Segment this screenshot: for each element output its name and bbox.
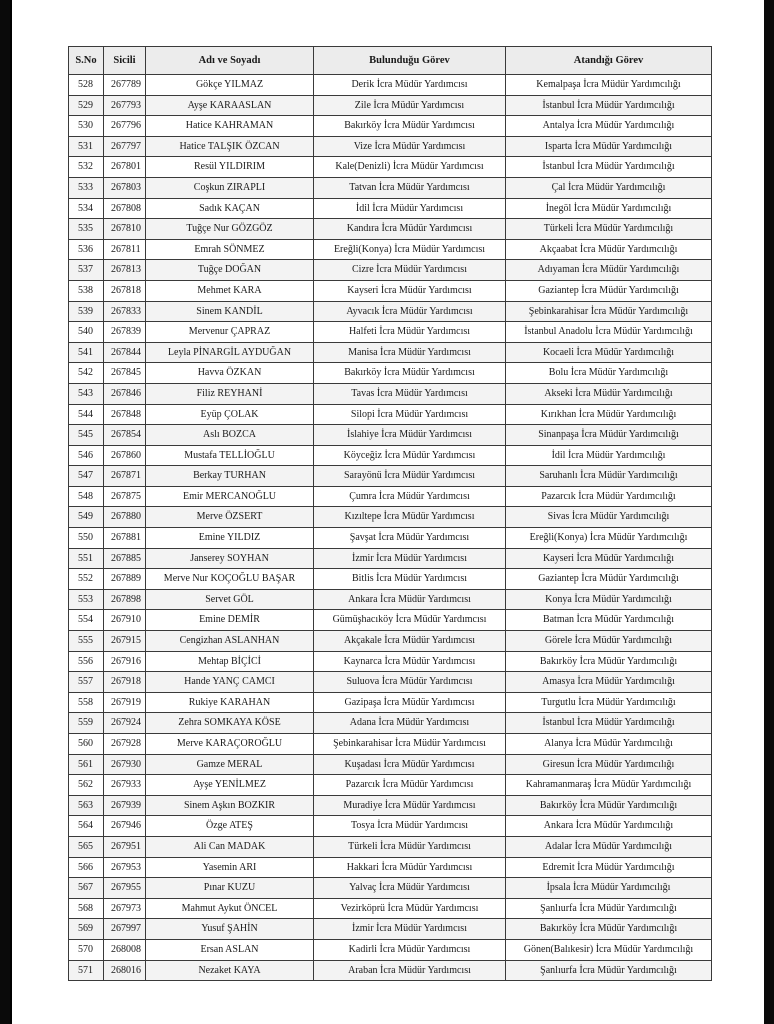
cell-name: Gamze MERAL — [146, 754, 314, 775]
cell-current-post: İzmir İcra Müdür Yardımcısı — [314, 919, 506, 940]
table-row — [69, 301, 712, 322]
cell-assigned-post: Gaziantep İcra Müdür Yardımcılığı — [506, 280, 712, 301]
cell-assigned-post: Ankara İcra Müdür Yardımcılığı — [506, 816, 712, 837]
cell-sno: 539 — [69, 301, 104, 322]
cell-sno: 543 — [69, 383, 104, 404]
cell-sno: 546 — [69, 445, 104, 466]
cell-sno: 562 — [69, 775, 104, 796]
cell-sicili: 267881 — [104, 528, 146, 549]
cell-sicili: 267951 — [104, 836, 146, 857]
cell-assigned-post: Bakırköy İcra Müdür Yardımcılığı — [506, 651, 712, 672]
cell-assigned-post: Şebinkarahisar İcra Müdür Yardımcılığı — [506, 301, 712, 322]
cell-name: Aslı BOZCA — [146, 425, 314, 446]
cell-sno: 544 — [69, 404, 104, 425]
cell-sno: 549 — [69, 507, 104, 528]
cell-current-post: Muradiye İcra Müdür Yardımcısı — [314, 795, 506, 816]
cell-assigned-post: Ereğli(Konya) İcra Müdür Yardımcılığı — [506, 528, 712, 549]
cell-name: Özge ATEŞ — [146, 816, 314, 837]
table-row — [69, 177, 712, 198]
cell-sicili: 267796 — [104, 116, 146, 137]
cell-sicili: 268016 — [104, 960, 146, 981]
cell-sno: 537 — [69, 260, 104, 281]
cell-name: Yasemin ARI — [146, 857, 314, 878]
table-row — [69, 836, 712, 857]
cell-assigned-post: İstanbul İcra Müdür Yardımcılığı — [506, 713, 712, 734]
cell-sicili: 267880 — [104, 507, 146, 528]
cell-name: Emir MERCANOĞLU — [146, 486, 314, 507]
cell-current-post: Tatvan İcra Müdür Yardımcısı — [314, 177, 506, 198]
cell-sicili: 267846 — [104, 383, 146, 404]
cell-current-post: Suluova İcra Müdür Yardımcısı — [314, 672, 506, 693]
table-row — [69, 775, 712, 796]
cell-assigned-post: İdil İcra Müdür Yardımcılığı — [506, 445, 712, 466]
cell-name: Tuğçe DOĞAN — [146, 260, 314, 281]
cell-assigned-post: Türkeli İcra Müdür Yardımcılığı — [506, 219, 712, 240]
cell-assigned-post: Amasya İcra Müdür Yardımcılığı — [506, 672, 712, 693]
cell-assigned-post: Bolu İcra Müdür Yardımcılığı — [506, 363, 712, 384]
appointment-table — [68, 46, 712, 981]
cell-name: Hatice TALŞIK ÖZCAN — [146, 136, 314, 157]
table-row — [69, 528, 712, 549]
cell-assigned-post: Kahramanmaraş İcra Müdür Yardımcılığı — [506, 775, 712, 796]
cell-current-post: Ayvacık İcra Müdür Yardımcısı — [314, 301, 506, 322]
cell-sicili: 267793 — [104, 95, 146, 116]
cell-name: Ersan ASLAN — [146, 939, 314, 960]
cell-assigned-post: Şanlıurfa İcra Müdür Yardımcılığı — [506, 898, 712, 919]
cell-name: Havva ÖZKAN — [146, 363, 314, 384]
cell-sicili: 267848 — [104, 404, 146, 425]
cell-sno: 563 — [69, 795, 104, 816]
cell-sno: 554 — [69, 610, 104, 631]
table-row — [69, 589, 712, 610]
table-row — [69, 260, 712, 281]
cell-assigned-post: Akçaabat İcra Müdür Yardımcılığı — [506, 239, 712, 260]
cell-current-post: Cizre İcra Müdür Yardımcısı — [314, 260, 506, 281]
cell-sicili: 267833 — [104, 301, 146, 322]
cell-current-post: Silopi İcra Müdür Yardımcısı — [314, 404, 506, 425]
cell-assigned-post: Saruhanlı İcra Müdür Yardımcılığı — [506, 466, 712, 487]
cell-current-post: Tosya İcra Müdür Yardımcısı — [314, 816, 506, 837]
cell-name: Mervenur ÇAPRAZ — [146, 322, 314, 343]
cell-assigned-post: Adalar İcra Müdür Yardımcılığı — [506, 836, 712, 857]
cell-current-post: Halfeti İcra Müdür Yardımcısı — [314, 322, 506, 343]
table-row — [69, 692, 712, 713]
cell-current-post: Akçakale İcra Müdür Yardımcısı — [314, 631, 506, 652]
table-row — [69, 713, 712, 734]
cell-sicili: 267839 — [104, 322, 146, 343]
cell-name: Mehtap BİÇİCİ — [146, 651, 314, 672]
cell-current-post: Bakırköy İcra Müdür Yardımcısı — [314, 363, 506, 384]
cell-sno: 564 — [69, 816, 104, 837]
cell-name: Mehmet KARA — [146, 280, 314, 301]
cell-name: Gökçe YILMAZ — [146, 75, 314, 96]
cell-sicili: 267933 — [104, 775, 146, 796]
cell-assigned-post: Sivas İcra Müdür Yardımcılığı — [506, 507, 712, 528]
cell-current-post: Kaynarca İcra Müdür Yardımcısı — [314, 651, 506, 672]
table-row — [69, 795, 712, 816]
cell-assigned-post: Kırıkhan İcra Müdür Yardımcılığı — [506, 404, 712, 425]
cell-sno: 556 — [69, 651, 104, 672]
table-row — [69, 75, 712, 96]
cell-sno: 567 — [69, 878, 104, 899]
cell-sicili: 267918 — [104, 672, 146, 693]
cell-name: Servet GÖL — [146, 589, 314, 610]
cell-sicili: 267875 — [104, 486, 146, 507]
cell-sno: 566 — [69, 857, 104, 878]
cell-current-post: Kızıltepe İcra Müdür Yardımcısı — [314, 507, 506, 528]
cell-sicili: 267801 — [104, 157, 146, 178]
cell-assigned-post: Kocaeli İcra Müdür Yardımcılığı — [506, 342, 712, 363]
cell-name: Leyla PİNARGİL AYDUĞAN — [146, 342, 314, 363]
cell-current-post: Vezirköprü İcra Müdür Yardımcısı — [314, 898, 506, 919]
cell-name: Nezaket KAYA — [146, 960, 314, 981]
cell-sicili: 267919 — [104, 692, 146, 713]
cell-sno: 538 — [69, 280, 104, 301]
cell-sno: 570 — [69, 939, 104, 960]
cell-name: Janserey SOYHAN — [146, 548, 314, 569]
cell-name: Hatice KAHRAMAN — [146, 116, 314, 137]
cell-name: Mahmut Aykut ÖNCEL — [146, 898, 314, 919]
table-row — [69, 157, 712, 178]
cell-sicili: 267916 — [104, 651, 146, 672]
cell-name: Yusuf ŞAHİN — [146, 919, 314, 940]
cell-sicili: 268008 — [104, 939, 146, 960]
cell-current-post: Gümüşhacıköy İcra Müdür Yardımcısı — [314, 610, 506, 631]
cell-sno: 560 — [69, 734, 104, 755]
cell-sno: 529 — [69, 95, 104, 116]
cell-assigned-post: Bakırköy İcra Müdür Yardımcılığı — [506, 919, 712, 940]
cell-sno: 553 — [69, 589, 104, 610]
table-row — [69, 754, 712, 775]
cell-current-post: Hakkari İcra Müdür Yardımcısı — [314, 857, 506, 878]
cell-current-post: Kuşadası İcra Müdür Yardımcısı — [314, 754, 506, 775]
table-row — [69, 95, 712, 116]
cell-name: Merve ÖZSERT — [146, 507, 314, 528]
cell-sno: 541 — [69, 342, 104, 363]
cell-name: Sinem KANDİL — [146, 301, 314, 322]
header-name: Adı ve Soyadı — [146, 47, 314, 75]
cell-current-post: Sarayönü İcra Müdür Yardımcısı — [314, 466, 506, 487]
cell-assigned-post: Isparta İcra Müdür Yardımcılığı — [506, 136, 712, 157]
cell-sicili: 267928 — [104, 734, 146, 755]
cell-sicili: 267803 — [104, 177, 146, 198]
cell-current-post: Şebinkarahisar İcra Müdür Yardımcısı — [314, 734, 506, 755]
cell-current-post: Ereğli(Konya) İcra Müdür Yardımcısı — [314, 239, 506, 260]
cell-sicili: 267818 — [104, 280, 146, 301]
cell-sicili: 267844 — [104, 342, 146, 363]
cell-assigned-post: İpsala İcra Müdür Yardımcılığı — [506, 878, 712, 899]
left-dark-border — [0, 0, 10, 1024]
cell-assigned-post: Batman İcra Müdür Yardımcılığı — [506, 610, 712, 631]
cell-sno: 542 — [69, 363, 104, 384]
cell-assigned-post: Antalya İcra Müdür Yardımcılığı — [506, 116, 712, 137]
table-row — [69, 322, 712, 343]
cell-sno: 540 — [69, 322, 104, 343]
cell-sicili: 267915 — [104, 631, 146, 652]
cell-sicili: 267973 — [104, 898, 146, 919]
cell-current-post: Yalvaç İcra Müdür Yardımcısı — [314, 878, 506, 899]
cell-name: Ayşe KARAASLAN — [146, 95, 314, 116]
cell-sno: 552 — [69, 569, 104, 590]
cell-current-post: Kandıra İcra Müdür Yardımcısı — [314, 219, 506, 240]
cell-name: Sinem Aşkın BOZKIR — [146, 795, 314, 816]
cell-assigned-post: Turgutlu İcra Müdür Yardımcılığı — [506, 692, 712, 713]
cell-name: Emine DEMİR — [146, 610, 314, 631]
cell-current-post: Kale(Denizli) İcra Müdür Yardımcısı — [314, 157, 506, 178]
cell-current-post: Ankara İcra Müdür Yardımcısı — [314, 589, 506, 610]
cell-sicili: 267953 — [104, 857, 146, 878]
cell-name: Ali Can MADAK — [146, 836, 314, 857]
header-sicili: Sicili — [104, 47, 146, 75]
cell-sno: 531 — [69, 136, 104, 157]
cell-assigned-post: Akseki İcra Müdür Yardımcılığı — [506, 383, 712, 404]
cell-assigned-post: İnegöl İcra Müdür Yardımcılığı — [506, 198, 712, 219]
cell-name: Hande YANÇ CAMCI — [146, 672, 314, 693]
cell-sno: 558 — [69, 692, 104, 713]
cell-sno: 561 — [69, 754, 104, 775]
table-row — [69, 507, 712, 528]
table-row — [69, 960, 712, 981]
table-row — [69, 816, 712, 837]
cell-assigned-post: Gaziantep İcra Müdür Yardımcılığı — [506, 569, 712, 590]
cell-sicili: 267845 — [104, 363, 146, 384]
cell-name: Coşkun ZIRAPLI — [146, 177, 314, 198]
cell-name: Cengizhan ASLANHAN — [146, 631, 314, 652]
cell-assigned-post: Adıyaman İcra Müdür Yardımcılığı — [506, 260, 712, 281]
cell-sno: 535 — [69, 219, 104, 240]
cell-current-post: Çumra İcra Müdür Yardımcısı — [314, 486, 506, 507]
cell-assigned-post: Alanya İcra Müdür Yardımcılığı — [506, 734, 712, 755]
cell-sno: 569 — [69, 919, 104, 940]
cell-sno: 532 — [69, 157, 104, 178]
cell-name: Merve KARAÇOROĞLU — [146, 734, 314, 755]
cell-sicili: 267924 — [104, 713, 146, 734]
cell-name: Pınar KUZU — [146, 878, 314, 899]
cell-sno: 528 — [69, 75, 104, 96]
header-row — [69, 47, 712, 75]
cell-name: Zehra SOMKAYA KÖSE — [146, 713, 314, 734]
cell-sno: 547 — [69, 466, 104, 487]
cell-current-post: Gazipaşa İcra Müdür Yardımcısı — [314, 692, 506, 713]
cell-sno: 555 — [69, 631, 104, 652]
table-row — [69, 445, 712, 466]
table-row — [69, 734, 712, 755]
cell-assigned-post: Kayseri İcra Müdür Yardımcılığı — [506, 548, 712, 569]
table-row — [69, 425, 712, 446]
cell-sno: 545 — [69, 425, 104, 446]
table-row — [69, 280, 712, 301]
cell-current-post: Türkeli İcra Müdür Yardımcısı — [314, 836, 506, 857]
cell-sicili: 267946 — [104, 816, 146, 837]
cell-sno: 533 — [69, 177, 104, 198]
cell-current-post: Kadirli İcra Müdür Yardımcısı — [314, 939, 506, 960]
cell-current-post: Vize İcra Müdür Yardımcısı — [314, 136, 506, 157]
cell-sno: 551 — [69, 548, 104, 569]
table-row — [69, 219, 712, 240]
cell-sicili: 267955 — [104, 878, 146, 899]
cell-assigned-post: Çal İcra Müdür Yardımcılığı — [506, 177, 712, 198]
cell-name: Sadık KAÇAN — [146, 198, 314, 219]
table-row — [69, 919, 712, 940]
cell-name: Ayşe YENİLMEZ — [146, 775, 314, 796]
cell-assigned-post: Kemalpaşa İcra Müdür Yardımcılığı — [506, 75, 712, 96]
table-row — [69, 486, 712, 507]
table-row — [69, 239, 712, 260]
header-assigned-post: Atandığı Görev — [506, 47, 712, 75]
table-row — [69, 651, 712, 672]
cell-sicili: 267910 — [104, 610, 146, 631]
cell-current-post: Şavşat İcra Müdür Yardımcısı — [314, 528, 506, 549]
cell-name: Berkay TURHAN — [146, 466, 314, 487]
cell-current-post: Adana İcra Müdür Yardımcısı — [314, 713, 506, 734]
cell-name: Rukiye KARAHAN — [146, 692, 314, 713]
cell-sicili: 267789 — [104, 75, 146, 96]
cell-name: Mustafa TELLİOĞLU — [146, 445, 314, 466]
table-row — [69, 198, 712, 219]
cell-sicili: 267860 — [104, 445, 146, 466]
cell-current-post: İdil İcra Müdür Yardımcısı — [314, 198, 506, 219]
cell-assigned-post: Pazarcık İcra Müdür Yardımcılığı — [506, 486, 712, 507]
cell-current-post: Bakırköy İcra Müdür Yardımcısı — [314, 116, 506, 137]
cell-assigned-post: Görele İcra Müdür Yardımcılığı — [506, 631, 712, 652]
cell-assigned-post: Sinanpaşa İcra Müdür Yardımcılığı — [506, 425, 712, 446]
cell-sno: 530 — [69, 116, 104, 137]
table-row — [69, 631, 712, 652]
cell-current-post: Kayseri İcra Müdür Yardımcısı — [314, 280, 506, 301]
cell-sicili: 267898 — [104, 589, 146, 610]
cell-sicili: 267939 — [104, 795, 146, 816]
header-sno: S.No — [69, 47, 104, 75]
table-row — [69, 939, 712, 960]
table-row — [69, 610, 712, 631]
header-current-post: Bulunduğu Görev — [314, 47, 506, 75]
cell-name: Filiz REYHANİ — [146, 383, 314, 404]
cell-name: Emrah SÖNMEZ — [146, 239, 314, 260]
cell-sno: 565 — [69, 836, 104, 857]
cell-assigned-post: Konya İcra Müdür Yardımcılığı — [506, 589, 712, 610]
table-row — [69, 116, 712, 137]
cell-name: Resül YILDIRIM — [146, 157, 314, 178]
cell-sicili: 267930 — [104, 754, 146, 775]
table-row — [69, 548, 712, 569]
table-row — [69, 672, 712, 693]
table-header — [69, 47, 712, 75]
cell-current-post: Manisa İcra Müdür Yardımcısı — [314, 342, 506, 363]
cell-sicili: 267889 — [104, 569, 146, 590]
cell-current-post: İslahiye İcra Müdür Yardımcısı — [314, 425, 506, 446]
cell-sno: 568 — [69, 898, 104, 919]
cell-assigned-post: Şanlıurfa İcra Müdür Yardımcılığı — [506, 960, 712, 981]
cell-assigned-post: İstanbul İcra Müdür Yardımcılığı — [506, 157, 712, 178]
cell-sno: 559 — [69, 713, 104, 734]
table-row — [69, 136, 712, 157]
cell-current-post: Araban İcra Müdür Yardımcısı — [314, 960, 506, 981]
table-row — [69, 857, 712, 878]
table-row — [69, 383, 712, 404]
table-row — [69, 878, 712, 899]
document-page — [12, 0, 764, 1024]
table-row — [69, 363, 712, 384]
cell-assigned-post: Bakırköy İcra Müdür Yardımcılığı — [506, 795, 712, 816]
cell-name: Emine YILDIZ — [146, 528, 314, 549]
cell-current-post: Köyceğiz İcra Müdür Yardımcısı — [314, 445, 506, 466]
cell-sicili: 267810 — [104, 219, 146, 240]
cell-name: Eyüp ÇOLAK — [146, 404, 314, 425]
cell-sno: 534 — [69, 198, 104, 219]
cell-sno: 536 — [69, 239, 104, 260]
cell-sicili: 267997 — [104, 919, 146, 940]
cell-assigned-post: İstanbul Anadolu İcra Müdür Yardımcılığı — [506, 322, 712, 343]
cell-current-post: İzmir İcra Müdür Yardımcısı — [314, 548, 506, 569]
table-row — [69, 404, 712, 425]
cell-sicili: 267885 — [104, 548, 146, 569]
cell-sicili: 267811 — [104, 239, 146, 260]
table-row — [69, 466, 712, 487]
cell-sno: 548 — [69, 486, 104, 507]
cell-assigned-post: Edremit İcra Müdür Yardımcılığı — [506, 857, 712, 878]
cell-current-post: Zile İcra Müdür Yardımcısı — [314, 95, 506, 116]
cell-sno: 557 — [69, 672, 104, 693]
cell-sicili: 267808 — [104, 198, 146, 219]
table-body — [69, 75, 712, 981]
table-row — [69, 898, 712, 919]
cell-sicili: 267813 — [104, 260, 146, 281]
cell-current-post: Bitlis İcra Müdür Yardımcısı — [314, 569, 506, 590]
cell-current-post: Pazarcık İcra Müdür Yardımcısı — [314, 775, 506, 796]
cell-assigned-post: Giresun İcra Müdür Yardımcılığı — [506, 754, 712, 775]
cell-sicili: 267871 — [104, 466, 146, 487]
table-row — [69, 342, 712, 363]
cell-sicili: 267797 — [104, 136, 146, 157]
cell-name: Merve Nur KOÇOĞLU BAŞAR — [146, 569, 314, 590]
right-dark-border — [764, 0, 774, 1024]
cell-current-post: Derik İcra Müdür Yardımcısı — [314, 75, 506, 96]
cell-assigned-post: İstanbul İcra Müdür Yardımcılığı — [506, 95, 712, 116]
cell-name: Tuğçe Nur GÖZGÖZ — [146, 219, 314, 240]
cell-assigned-post: Gönen(Balıkesir) İcra Müdür Yardımcılığı — [506, 939, 712, 960]
cell-sno: 571 — [69, 960, 104, 981]
cell-sno: 550 — [69, 528, 104, 549]
cell-sicili: 267854 — [104, 425, 146, 446]
cell-current-post: Tavas İcra Müdür Yardımcısı — [314, 383, 506, 404]
table-row — [69, 569, 712, 590]
